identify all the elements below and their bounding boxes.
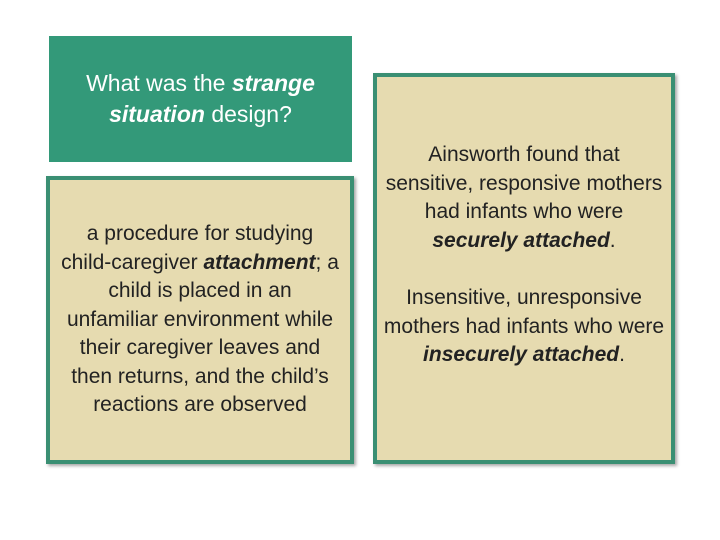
answer-lead: a procedure for studying child-caregiver xyxy=(61,222,314,274)
question-box xyxy=(49,36,352,162)
finding-insecure-end: . xyxy=(619,343,625,366)
finding-secure xyxy=(383,141,665,255)
answer-emphasis: attachment xyxy=(203,250,316,274)
question-emphasis: strange situation xyxy=(109,70,315,127)
finding-insecure xyxy=(383,284,665,370)
answer-tail: ; a child is placed in an unfamiliar environment while their caregiver leaves and then returns, and the child’s reactions are observed xyxy=(66,250,339,417)
question-lead: What was the xyxy=(86,70,232,96)
question-text xyxy=(57,68,344,130)
finding-secure-emphasis: securely attached xyxy=(432,228,610,252)
finding-secure-lead: Ainsworth found that sensitive, responsive mothers had infants who were xyxy=(385,143,663,223)
finding-insecure-emphasis: insecurely attached xyxy=(423,343,620,366)
question-tail: design? xyxy=(204,101,292,127)
finding-secure-end: . xyxy=(609,228,616,252)
answer-text xyxy=(60,220,340,420)
answer-card xyxy=(46,176,354,464)
findings-card xyxy=(373,73,675,464)
finding-insecure-lead: Insensitive, unresponsive mothers had infants who were xyxy=(383,286,665,338)
